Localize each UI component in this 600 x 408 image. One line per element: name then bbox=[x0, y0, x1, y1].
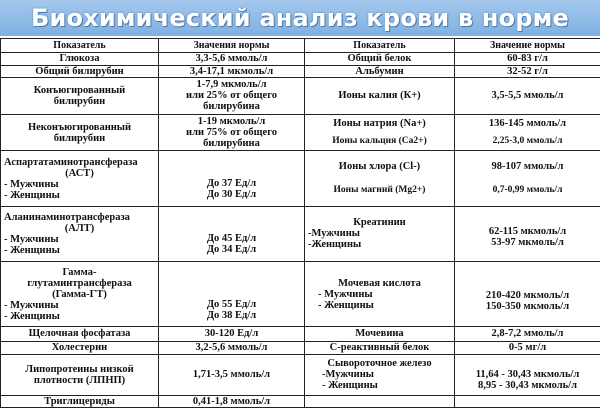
triglycerides-value: 0,41-1,8 ммоль/л bbox=[159, 395, 305, 407]
title-banner bbox=[0, 0, 600, 36]
label-line: Мочевая кислота bbox=[338, 277, 421, 289]
iron-value bbox=[455, 354, 600, 395]
header-indicator-left: Показатель bbox=[1, 39, 159, 53]
protein-name: Общий белок bbox=[305, 53, 455, 65]
label-line: - Женщины bbox=[4, 189, 60, 201]
label-line: плотности (ЛПНП) bbox=[33, 374, 126, 386]
urea-value: 2,8-7,2 ммоль/л bbox=[455, 327, 600, 341]
value-line: или 75% от общего bbox=[186, 127, 277, 139]
label-line: (Гамма-ГТ) bbox=[52, 288, 107, 300]
glucose-name: Глюкоза bbox=[1, 53, 159, 65]
label-line: - Мужчины bbox=[4, 299, 59, 311]
label-line: - Женщины bbox=[4, 244, 60, 256]
value-line: До 30 Ед/л bbox=[206, 188, 257, 200]
protein-value: 60-83 г/л bbox=[455, 53, 600, 65]
value-line: 210-420 мкмоль/л bbox=[485, 290, 570, 301]
value-line: До 38 Ед/л bbox=[206, 310, 257, 321]
alp-value: 30-120 Ед/л bbox=[159, 327, 305, 341]
chlorine-magnesium-value bbox=[455, 151, 600, 206]
ast-name bbox=[1, 151, 159, 206]
label-line: Неконъюгированный bbox=[27, 121, 132, 133]
value-line: билирубина bbox=[203, 138, 260, 150]
uric-acid-value bbox=[455, 261, 600, 326]
label-line: Конъюгированный bbox=[33, 84, 126, 96]
bilirubin-conj-value bbox=[159, 77, 305, 114]
table-row bbox=[1, 354, 600, 395]
value-line: До 55 Ед/л bbox=[206, 299, 257, 310]
empty-cell bbox=[305, 395, 455, 407]
bilirubin-unconj-name bbox=[1, 114, 159, 151]
albumin-name: Альбумин bbox=[305, 65, 455, 77]
label-line: (АЛТ) bbox=[64, 222, 95, 234]
label-line: глутаминтрансфераза bbox=[27, 277, 132, 289]
table-row bbox=[1, 206, 600, 261]
value-line: 11,64 - 30,43 мкмоль/л bbox=[475, 368, 580, 380]
table-row bbox=[1, 65, 600, 77]
label-line: - Женщины bbox=[4, 310, 60, 322]
creatinine-value bbox=[455, 206, 600, 261]
label-line: Аспартатаминотрансфераза bbox=[4, 156, 138, 168]
label-line: - Женщины bbox=[322, 380, 378, 392]
alt-name bbox=[1, 206, 159, 261]
value-line: 53-97 мкмоль/л bbox=[491, 236, 564, 248]
alp-name: Щелочная фосфатаза bbox=[1, 327, 159, 341]
magnesium-value: 0,7-0,99 ммоль/л bbox=[492, 185, 563, 196]
value-line: 1-7,9 мкмоль/л bbox=[196, 79, 267, 91]
ggt-value bbox=[159, 261, 305, 326]
value-line: До 37 Ед/л bbox=[206, 177, 257, 189]
value-line: 62-115 мкмоль/л bbox=[488, 225, 567, 237]
crp-value: 0-5 мг/л bbox=[455, 341, 600, 354]
bilirubin-unconj-value bbox=[159, 114, 305, 151]
ggt-name bbox=[1, 261, 159, 326]
label-line: - Мужчины bbox=[4, 178, 59, 190]
page-title: Биохимический анализ крови в норме bbox=[30, 4, 570, 32]
value-line: или 25% от общего bbox=[186, 90, 277, 102]
chlorine-name: Ионы хлора (Cl-) bbox=[338, 161, 421, 173]
label-line: - Мужчины bbox=[4, 233, 59, 245]
table-row bbox=[1, 114, 600, 151]
table-row bbox=[1, 53, 600, 65]
cholesterol-name: Холестерин bbox=[1, 341, 159, 354]
glucose-value: 3,3-5,6 ммоль/л bbox=[159, 53, 305, 65]
ast-value bbox=[159, 151, 305, 206]
table-row bbox=[1, 261, 600, 326]
value-line: До 34 Ед/л bbox=[206, 243, 257, 255]
ldl-name bbox=[1, 354, 159, 395]
label-line: -Женщины bbox=[308, 239, 362, 251]
header-indicator-right: Показатель bbox=[305, 39, 455, 53]
value-line: 150-350 мкмоль/л bbox=[485, 301, 570, 312]
label-line: - Мужчины bbox=[318, 288, 373, 300]
value-line: 1-19 мкмоль/л bbox=[197, 116, 266, 128]
table-row bbox=[1, 77, 600, 114]
header-row bbox=[1, 39, 600, 53]
crp-name: С-реактивный белок bbox=[305, 341, 455, 354]
table-row bbox=[1, 327, 600, 341]
bilirubin-total-value: 3,4-17,1 мкмоль/л bbox=[159, 65, 305, 77]
bilirubin-total-name: Общий билирубин bbox=[1, 65, 159, 77]
calcium-name: Ионы кальция (Ca2+) bbox=[332, 136, 427, 147]
creatinine-name bbox=[305, 206, 455, 261]
table-row bbox=[1, 151, 600, 206]
label-line: Креатинин bbox=[353, 217, 406, 229]
ldl-value: 1,71-3,5 ммоль/л bbox=[159, 354, 305, 395]
empty-cell bbox=[455, 395, 600, 407]
albumin-value: 32-52 г/л bbox=[455, 65, 600, 77]
label-line: (АСТ) bbox=[65, 167, 94, 179]
label-line: Липопротеины низкой bbox=[25, 363, 134, 375]
sodium-name: Ионы натрия (Na+) bbox=[333, 118, 426, 130]
blood-analysis-table bbox=[0, 38, 600, 408]
label-line: билирубин bbox=[53, 95, 106, 107]
table-row bbox=[1, 395, 600, 407]
bilirubin-conj-name bbox=[1, 77, 159, 114]
header-norm-left: Значения нормы bbox=[159, 39, 305, 53]
label-line: -Мужчины bbox=[308, 228, 360, 240]
value-line: 8,95 - 30,43 мкмоль/л bbox=[478, 379, 577, 391]
urea-name: Мочевина bbox=[305, 327, 455, 341]
calcium-value: 2,25-3,0 ммоль/л bbox=[492, 136, 563, 147]
value-line: билирубина bbox=[203, 101, 260, 113]
magnesium-name: Ионы магний (Mg2+) bbox=[333, 185, 426, 196]
header-norm-right: Значение нормы bbox=[455, 39, 600, 53]
potassium-value: 3,5-5,5 ммоль/л bbox=[455, 77, 600, 114]
label-line: билирубин bbox=[53, 132, 106, 144]
label-line: Гамма- bbox=[62, 266, 97, 278]
label-line: - Женщины bbox=[318, 299, 374, 311]
alt-value bbox=[159, 206, 305, 261]
value-line: До 45 Ед/л bbox=[206, 232, 257, 244]
triglycerides-name: Триглицериды bbox=[1, 395, 159, 407]
iron-name bbox=[305, 354, 455, 395]
sodium-value: 136-145 ммоль/л bbox=[488, 118, 567, 130]
uric-acid-name bbox=[305, 261, 455, 326]
sodium-calcium-value bbox=[455, 114, 600, 151]
label-line: Аланинаминотрансфераза bbox=[4, 211, 130, 223]
sodium-calcium-name bbox=[305, 114, 455, 151]
table-row bbox=[1, 341, 600, 354]
chlorine-value: 98-107 ммоль/л bbox=[491, 161, 564, 173]
label-line: Сывороточное железо bbox=[327, 358, 432, 370]
cholesterol-value: 3,2-5,6 ммоль/л bbox=[159, 341, 305, 354]
label-line: -Мужчины bbox=[322, 369, 374, 381]
potassium-name: Ионы калия (К+) bbox=[305, 77, 455, 114]
chlorine-magnesium-name bbox=[305, 151, 455, 206]
